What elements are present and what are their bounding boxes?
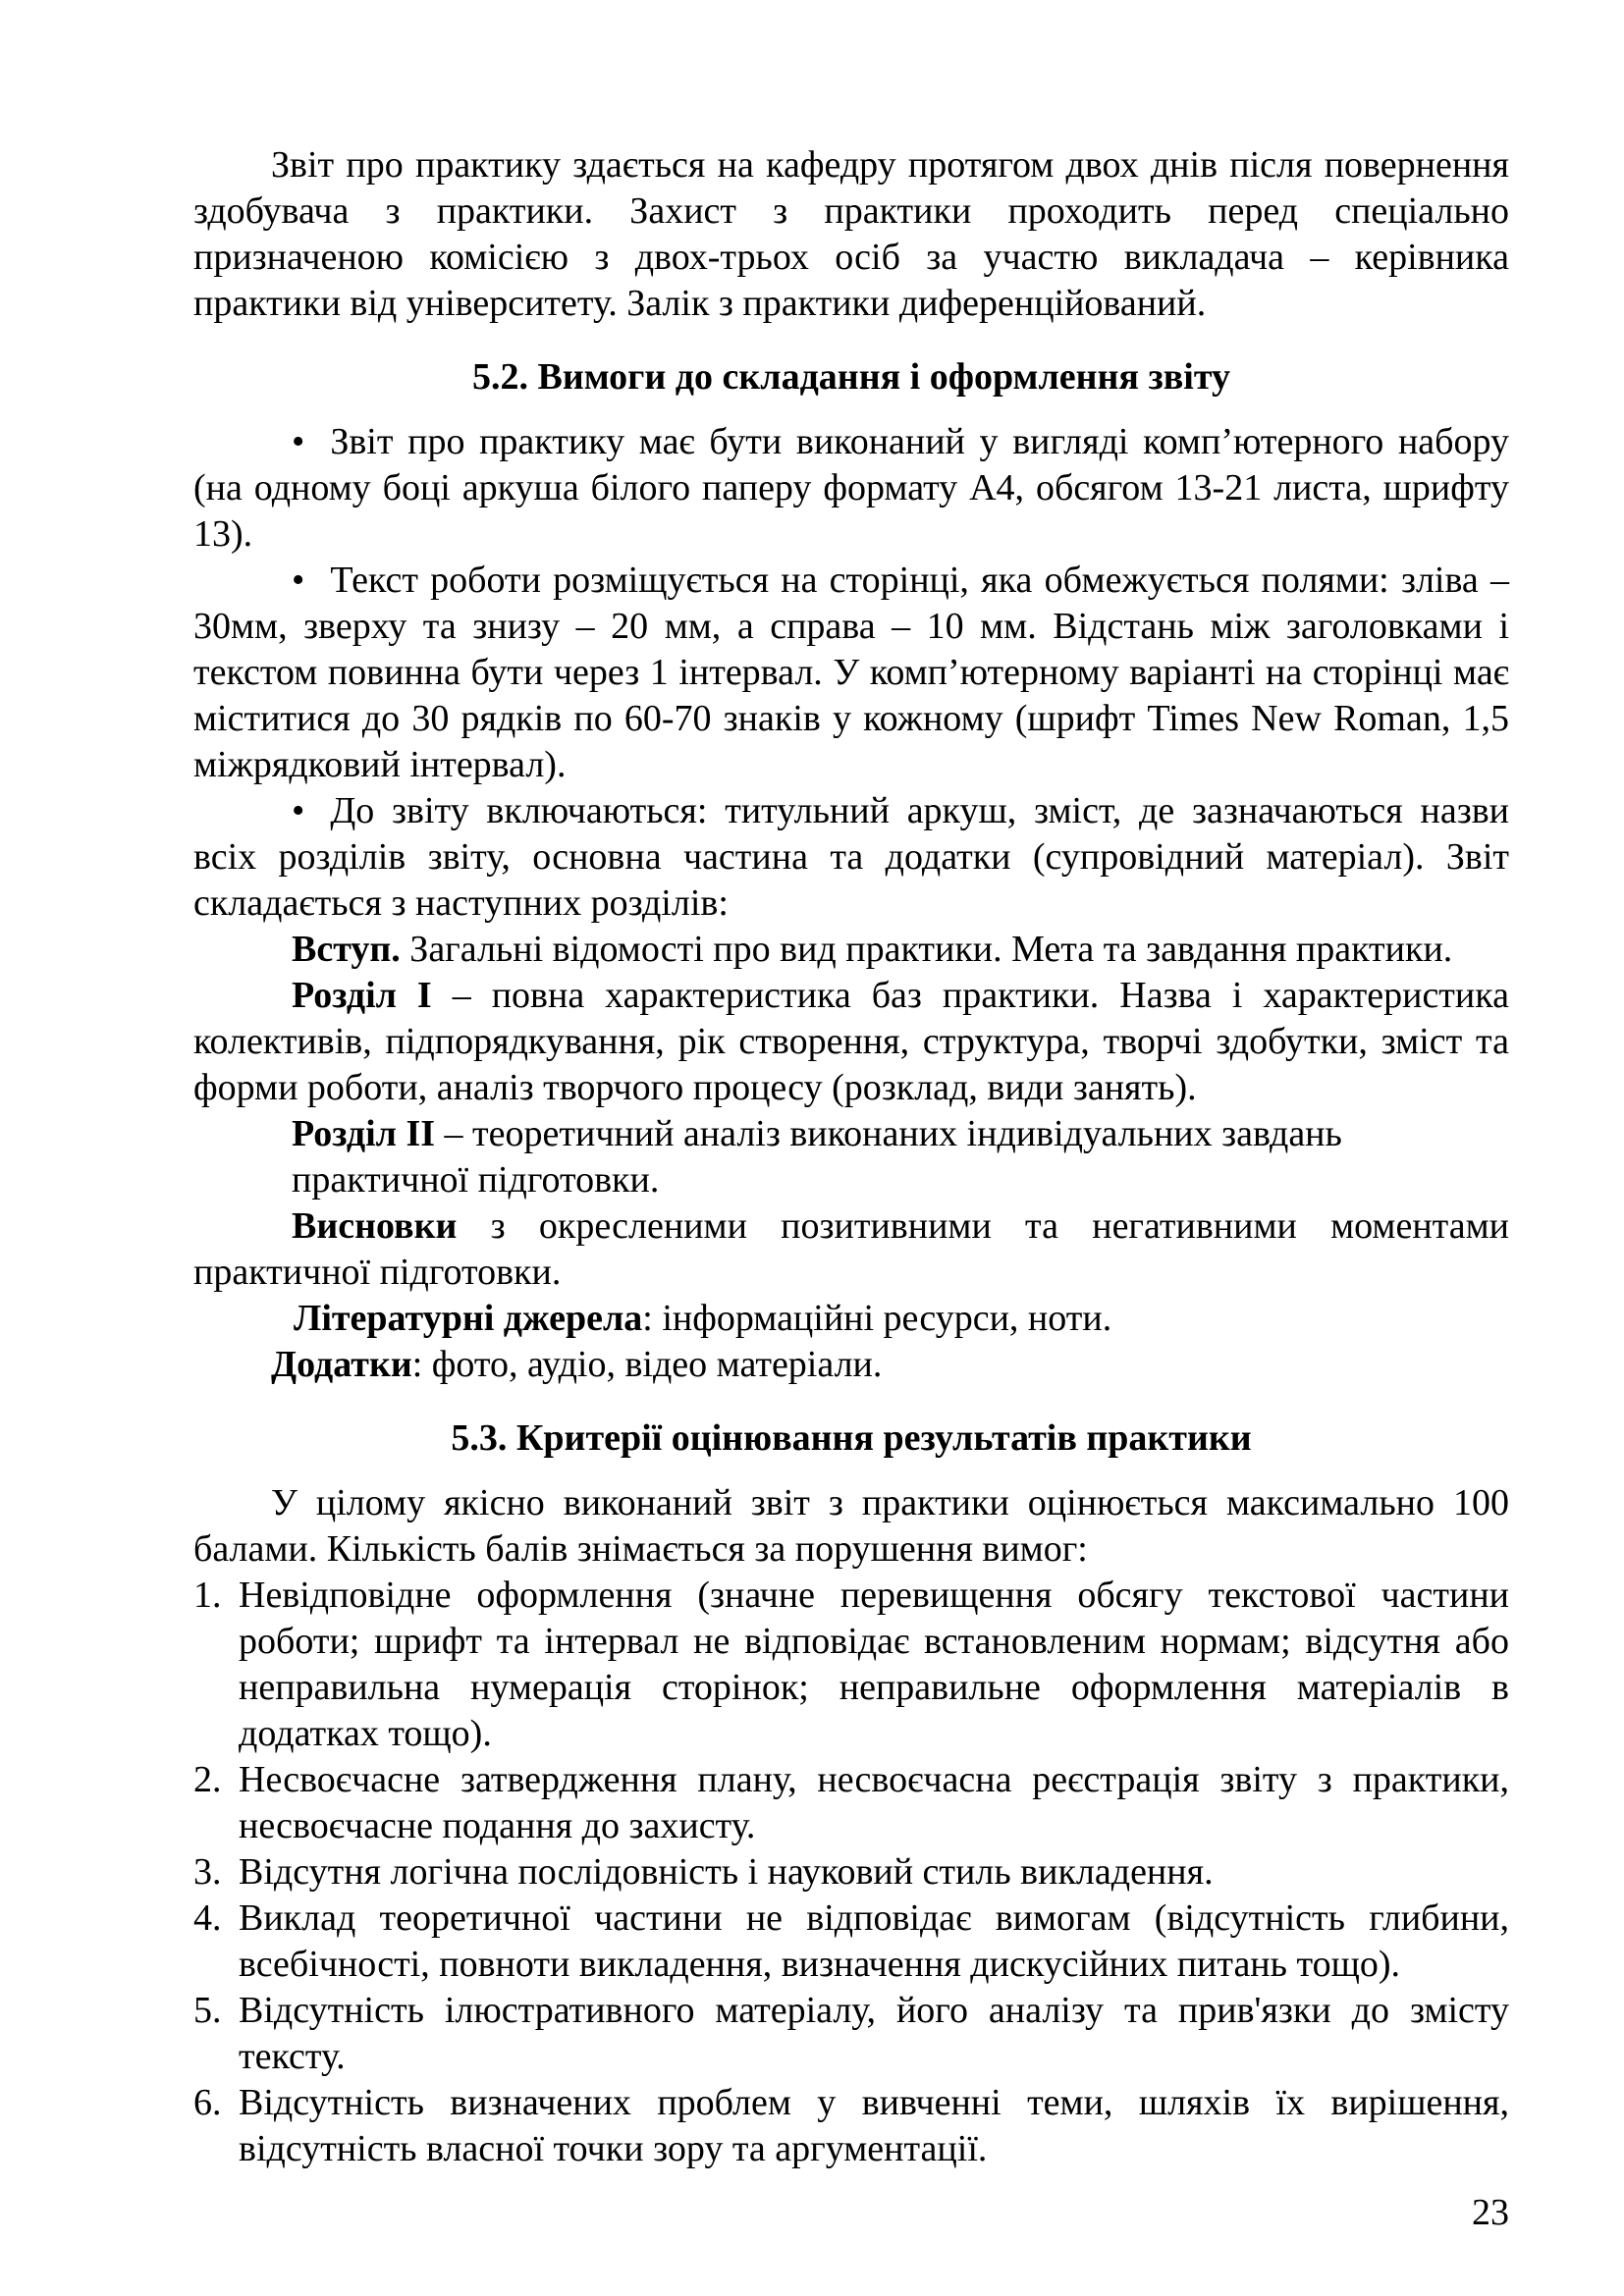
paragraph-vysnovky [193,1203,1509,1296]
page-number: 23 [1472,2192,1509,2233]
bullet-paragraph [193,558,1509,788]
bullet-icon: • [292,560,305,601]
paragraph-vysnovky-text: з окресленими позитивними та негативними моментами практичної підготовки. [193,1205,1509,1293]
list-item-number: 5. [193,1990,222,2031]
paragraph-rozdil-2-line2: практичної підготовки. [292,1159,660,1201]
list-item-text: Відсутність визначених проблем у вивченні теми, шляхів їх вирішення, відсутність власної точки зору та аргументації. [239,2082,1509,2169]
paragraph-literatura-lead: Літературні джерела [294,1298,643,1339]
list-item-text: Виклад теоретичної частини не відповідає вимогам (відсутність глибини, всебічності, повноти викладення, визначення дискусійних питань тощо). [239,1897,1509,1985]
section-5-3-intro-paragraph: У цілому якісно виконаний звіт з практики оцінюється максимально 100 балами. Кількість балів знімається за порушення вимог: [193,1482,1509,1570]
numbered-list-item [193,2080,1509,2172]
paragraph-rozdil-2 [193,1111,1509,1203]
paragraph-vstup-text: Загальні відомості про вид практики. Мета та завдання практики. [400,929,1453,970]
paragraph-vstup-lead: Вступ. [292,929,401,970]
section-5-2-bullet-list [193,419,1509,927]
intro-paragraph: Звіт про практику здається на кафедру протягом двох днів після повернення здобувача з практики. Захист з практики проходить перед спеціально призначеною комісією з двох-трьох осіб за участю викладача – керівника практики від університету. Залік з практики диференційований. [193,144,1509,324]
list-item-number: 1. [193,1575,222,1616]
paragraph-vstup [193,927,1509,973]
numbered-list-item [193,1988,1509,2080]
paragraph-rozdil-1 [193,973,1509,1111]
bullet-paragraph [193,788,1509,927]
list-item-text: Відсутність ілюстративного матеріалу, його аналізу та прив'язки до змісту тексту. [239,1990,1509,2077]
section-5-2-heading: 5.2. Вимоги до складання і оформлення звіту [472,356,1230,398]
section-5-3-heading: 5.3. Критерії оцінювання результатів практики [451,1417,1252,1459]
paragraph-literatura-text: : інформаційні ресурси, ноти. [642,1298,1112,1339]
list-item-text: Невідповідне оформлення (значне перевищення обсягу текстової частини роботи; шрифт та інтервал не відповідає встановленим нормам; відсутня або неправильна нумерація сторінок; неправильне оформлення матеріалів в додатках тощо). [239,1575,1509,1754]
paragraph-literatura [193,1296,1509,1342]
bullet-icon: • [292,421,305,462]
bullet-paragraph-text: Звіт про практику має бути виконаний у вигляді комп’ютерного набору (на одному боці аркуша білого паперу формату А4, обсягом 13-21 листа, шрифту 13). [193,421,1509,555]
paragraph-dodatky [193,1342,1509,1388]
paragraph-dodatky-lead: Додатки [271,1344,412,1385]
list-item-text: Відсутня логічна послідовність і науковий стиль викладення. [239,1851,1214,1893]
list-item-number: 6. [193,2082,222,2123]
paragraph-rozdil-1-text: – повна характеристика баз практики. Назва і характеристика колективів, підпорядкування, рік створення, структура, творчі здобутки, зміст та форми роботи, аналіз творчого процесу (розклад, види занять). [193,975,1509,1108]
bullet-paragraph [193,419,1509,558]
list-item-number: 2. [193,1759,222,1800]
paragraph-rozdil-1-lead: Розділ I [292,975,432,1016]
numbered-list-item [193,1849,1509,1896]
bullet-paragraph-text: До звіту включаються: титульний аркуш, зміст, де зазначаються назви всіх розділів звіту, основна частина та додатки (супровідний матеріал). Звіт складається з наступних розділів: [193,790,1509,924]
list-item-number: 3. [193,1851,222,1893]
paragraph-vysnovky-lead: Висновки [292,1205,458,1247]
paragraph-rozdil-2-line1: – теоретичний аналіз виконаних індивідуальних завдань [435,1113,1342,1154]
list-item-number: 4. [193,1897,222,1939]
bullet-icon: • [292,790,305,831]
paragraph-dodatky-text: : фото, аудіо, відео матеріали. [411,1344,883,1385]
numbered-list-item [193,1757,1509,1849]
numbered-list-item [193,1573,1509,1757]
criteria-numbered-list [193,1573,1509,2172]
paragraph-rozdil-2-lead: Розділ II [292,1113,436,1154]
bullet-paragraph-text: Текст роботи розміщується на сторінці, яка обмежується полями: зліва – 30мм, зверху та знизу – 20 мм, а справа – 10 мм. Відстань між заголовками і текстом повинна бути через 1 інтервал. У комп’ютерному варіанті на сторінці має міститися до 30 рядків по 60-70 знаків у кожному (шрифт Times New Roman, 1,5 міжрядковий інтервал). [193,560,1509,785]
list-item-text: Несвоєчасне затвердження плану, несвоєчасна реєстрація звіту з практики, несвоєчасне подання до захисту. [239,1759,1509,1846]
numbered-list-item [193,1896,1509,1988]
